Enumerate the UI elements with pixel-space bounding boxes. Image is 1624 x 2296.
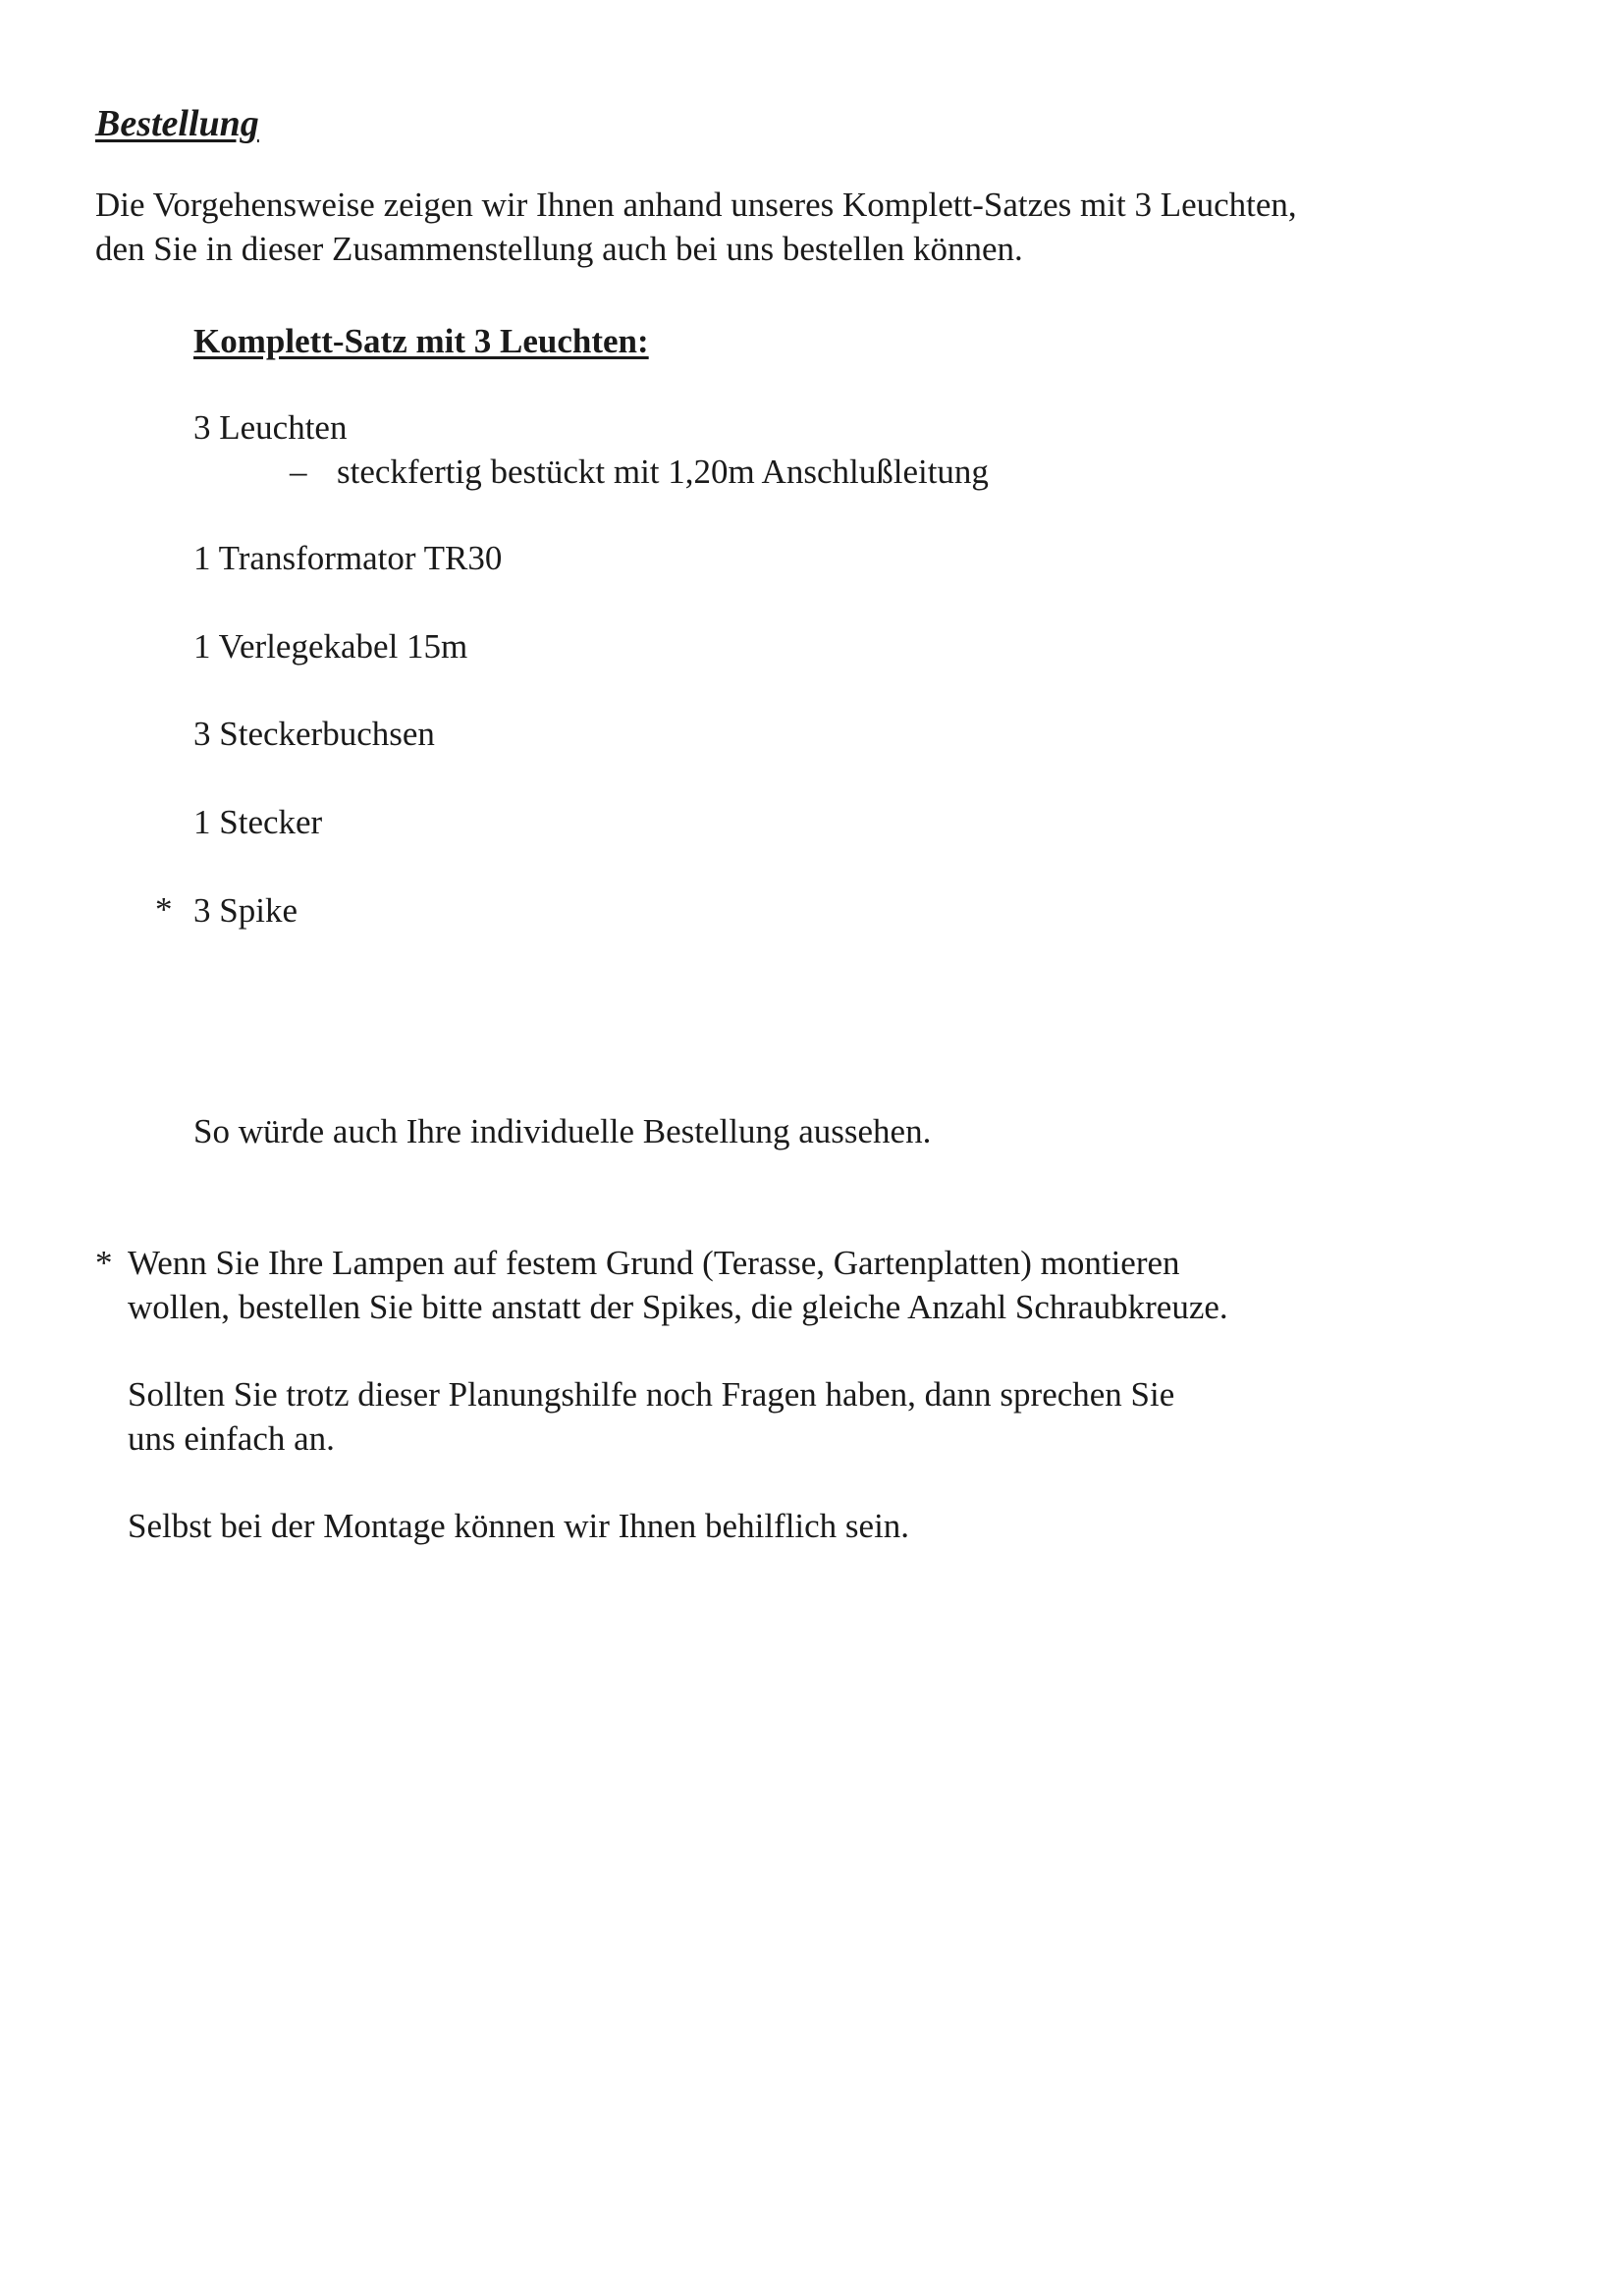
closing-sentence: So würde auch Ihre individuelle Bestellung aussehen. xyxy=(193,1112,932,1150)
help-line: uns einfach an. xyxy=(128,1419,335,1458)
kit-item: 3 Steckerbuchsen xyxy=(193,715,435,753)
kit-sub-item-text: steckfertig bestückt mit 1,20m Anschlußleitung xyxy=(337,453,989,491)
kit-item: 1 Verlegekabel 15m xyxy=(193,627,468,666)
assembly-paragraph: Selbst bei der Montage können wir Ihnen behilflich sein. xyxy=(128,1507,910,1545)
asterisk-marker: * xyxy=(95,1244,113,1282)
intro-line: den Sie in dieser Zusammenstellung auch bei uns bestellen können. xyxy=(95,230,1023,268)
intro-line: Die Vorgehensweise zeigen wir Ihnen anhand unseres Komplett-Satzes mit 3 Leuchten, xyxy=(95,186,1297,224)
note-paragraph xyxy=(128,1241,1228,1329)
intro-paragraph xyxy=(95,183,1297,271)
kit-item: 3 Leuchten xyxy=(193,408,348,447)
page-title: Bestellung xyxy=(95,103,259,144)
kit-item: 3 Spike xyxy=(193,891,298,930)
note-line: wollen, bestellen Sie bitte anstatt der Spikes, die gleiche Anzahl Schraubkreuze. xyxy=(128,1288,1228,1326)
asterisk-marker: * xyxy=(155,890,173,929)
help-paragraph xyxy=(128,1372,1174,1461)
note-line: Wenn Sie Ihre Lampen auf festem Grund (Terasse, Gartenplatten) montieren xyxy=(128,1244,1180,1282)
kit-item: 1 Stecker xyxy=(193,803,323,841)
dash-marker: – xyxy=(290,453,307,491)
kit-title: Komplett-Satz mit 3 Leuchten: xyxy=(193,322,649,360)
kit-item: 1 Transformator TR30 xyxy=(193,539,503,577)
help-line: Sollten Sie trotz dieser Planungshilfe noch Fragen haben, dann sprechen Sie xyxy=(128,1375,1175,1414)
kit-sub-item xyxy=(290,450,989,494)
